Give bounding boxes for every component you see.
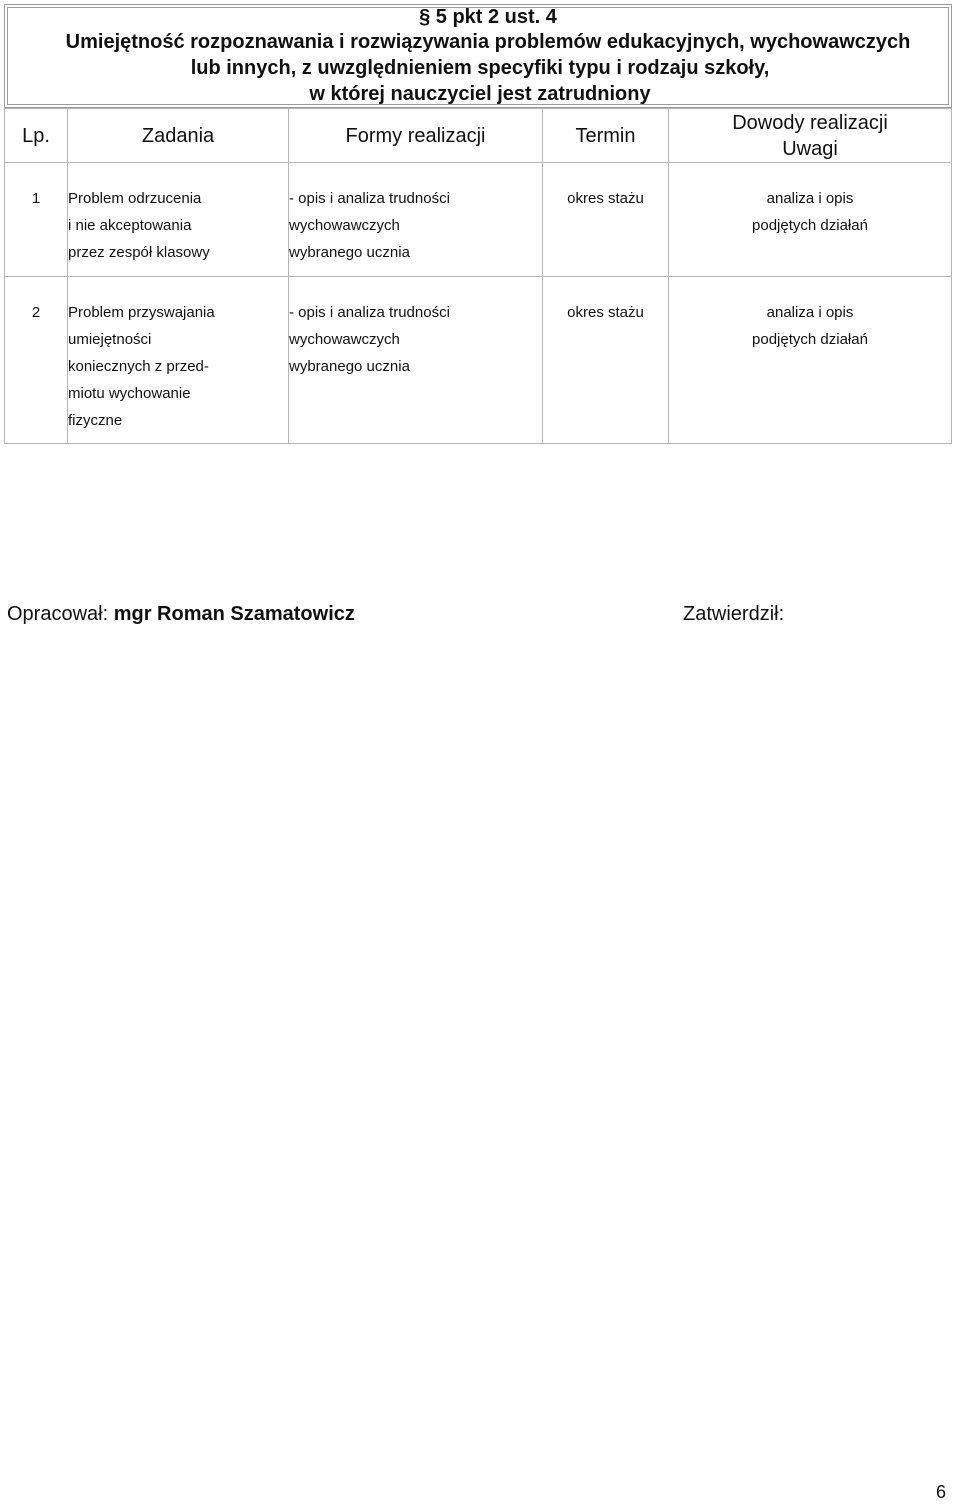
term-cell: okres stażu xyxy=(543,277,669,444)
column-header-term: Termin xyxy=(543,109,669,163)
column-header-tasks: Zadania xyxy=(68,109,289,163)
task-cell: Problem przyswajania umiejętności koniecznych z przed- miotu wychowanie fizyczne xyxy=(68,277,289,444)
section-reference: § 5 pkt 2 ust. 4 xyxy=(419,6,557,28)
row-number: 1 xyxy=(5,163,68,277)
approved-by-label: Zatwierdził: xyxy=(683,603,785,625)
prepared-by-label: Opracował: xyxy=(7,603,109,625)
table-header-row xyxy=(5,109,952,163)
development-plan-table xyxy=(4,108,952,444)
table-row xyxy=(5,277,952,444)
form-cell: - opis i analiza trudności wychowawczych wybranego ucznia xyxy=(289,163,543,277)
page-number: 6 xyxy=(936,1482,947,1502)
proof-cell: analiza i opis podjętych działań xyxy=(669,277,952,444)
task-cell: Problem odrzucenia i nie akceptowania przez zespół klasowy xyxy=(68,163,289,277)
prepared-by-name: mgr Roman Szamatowicz xyxy=(113,603,355,625)
column-header-lp: Lp. xyxy=(5,109,68,163)
column-header-proof: Dowody realizacji Uwagi xyxy=(669,109,952,163)
page-title-line-1: Umiejętność rozpoznawania i rozwiązywania problemów edukacyjnych, wychowawczych xyxy=(65,31,911,53)
page-title-line-2: lub innych, z uwzględnieniem specyfiki typu i rodzaju szkoły, xyxy=(190,57,770,79)
column-header-forms: Formy realizacji xyxy=(289,109,543,163)
row-number: 2 xyxy=(5,277,68,444)
form-cell: - opis i analiza trudności wychowawczych wybranego ucznia xyxy=(289,277,543,444)
prepared-by xyxy=(7,603,355,626)
proof-cell: analiza i opis podjętych działań xyxy=(669,163,952,277)
term-cell: okres stażu xyxy=(543,163,669,277)
table-row xyxy=(5,163,952,277)
page-title-line-3: w której nauczyciel jest zatrudniony xyxy=(309,83,651,105)
